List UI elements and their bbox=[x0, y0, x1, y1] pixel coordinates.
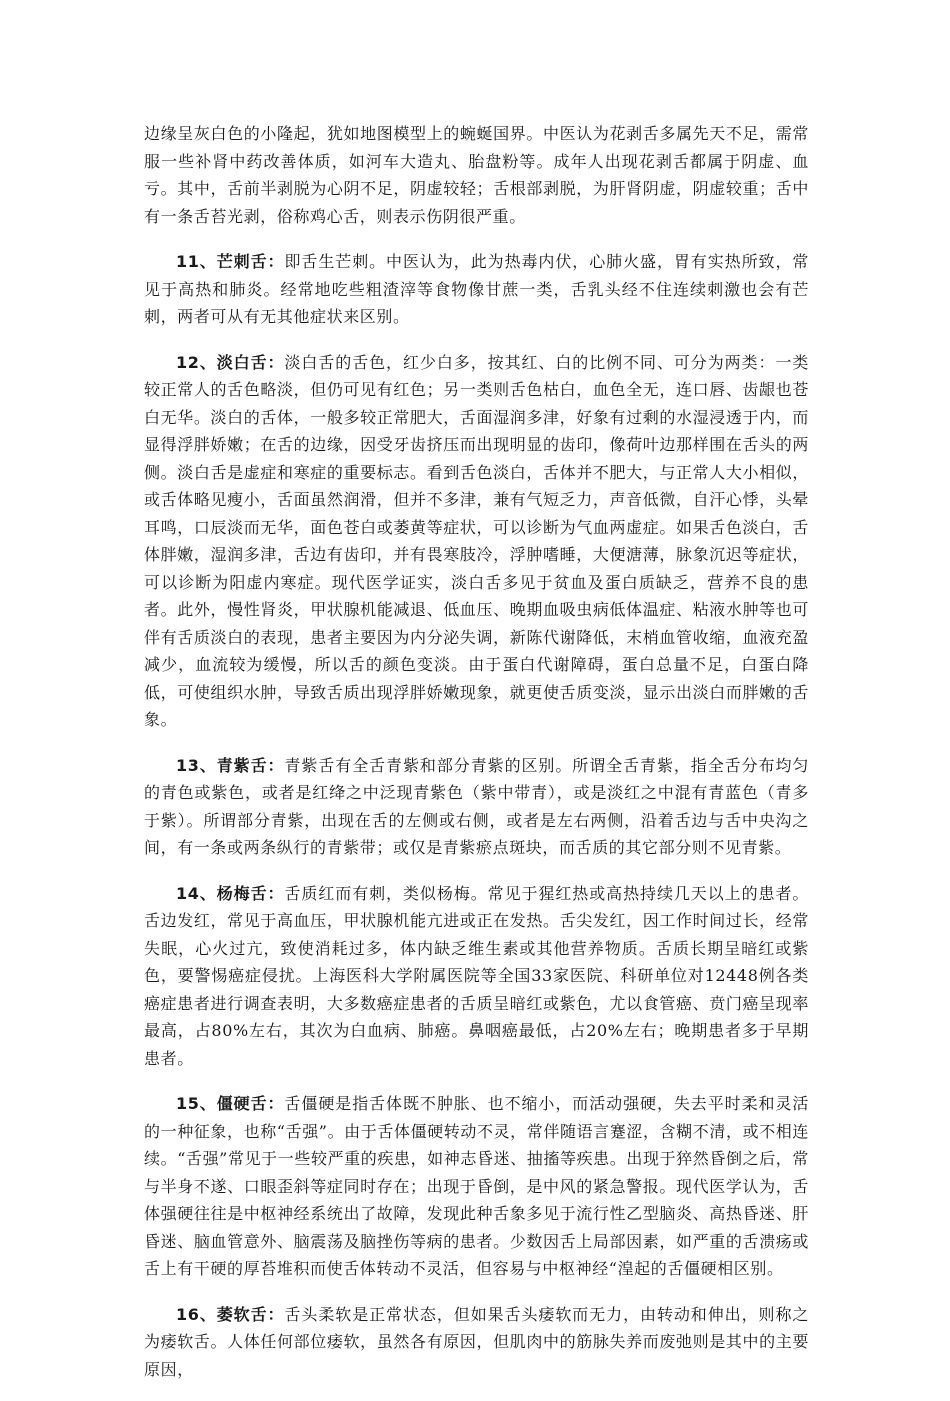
item-number: 13、 bbox=[176, 755, 217, 775]
paragraph-14-bayberry-tongue bbox=[144, 880, 809, 1073]
paragraph-13-bluish-purple-tongue bbox=[144, 752, 809, 862]
paragraph-12-pale-tongue bbox=[144, 349, 809, 734]
item-number: 15、 bbox=[176, 1094, 217, 1113]
paragraph-16-flaccid-tongue bbox=[144, 1301, 809, 1384]
item-number: 12、 bbox=[176, 352, 217, 372]
paragraph-body: 边缘呈灰白色的小隆起，犹如地图模型上的蜿蜒国界。中医认为花剥舌多属先天不足，需常服一些补肾中药改善体质，如河车大造丸、胎盘粉等。成年人出现花剥舌都属于阴虚、血亏。其中，舌前半剥脱为心阴不足，阴虚较轻；舌根部剥脱，为肝肾阴虚，阴虚较重；舌中有一条舌苔光剥，俗称鸡心舌，则表示伤阴很严重。 bbox=[144, 124, 809, 226]
item-heading: 淡白舌： bbox=[216, 352, 285, 372]
paragraph-15-stiff-tongue bbox=[144, 1090, 809, 1283]
paragraph-body: 即舌生芒刺。中医认为，此为热毒内伏，心肺火盛，胃有实热所致，常见于高热和肺炎。经常地吃些粗渣滓等食物像甘蔗一类，舌乳头经不住连续刺激也会有芒刺，两者可从有无其他症状来区别。 bbox=[144, 252, 809, 326]
item-number: 14、 bbox=[176, 883, 217, 903]
paragraph-continuation bbox=[144, 120, 809, 230]
item-heading: 杨梅舌： bbox=[216, 883, 285, 903]
paragraph-body: 青紫舌有全舌青紫和部分青紫的区别。所谓全舌青紫，指全舌分布均匀的青色或紫色，或者是红绛之中泛现青紫色（紫中带青），或是淡红之中混有青蓝色（青多于紫）。所谓部分青紫，出现在舌的左侧或右侧，或者是左右两侧，沿着舌边与舌中央沟之间，有一条或两条纵行的青紫带；或仅是青紫瘀点斑块，而舌质的其它部分则不见青紫。 bbox=[144, 755, 809, 857]
document-page bbox=[144, 120, 809, 1401]
paragraph-body: 舌头柔软是正常状态，但如果舌头痿软而无力，由转动和伸出，则称之为痿软舌。人体任何部位痿软，虽然各有原因，但肌肉中的筋脉失养而废弛则是其中的主要原因， bbox=[144, 1304, 809, 1379]
item-heading: 芒刺舌： bbox=[216, 252, 285, 271]
paragraph-body: 淡白舌的舌色，红少白多，按其红、白的比例不同、可分为两类：一类较正常人的舌色略淡，但仍可见有红色；另一类则舌色枯白，血色全无，连口唇、齿龈也苍白无华。淡白的舌体，一般多较正常肥大，舌面湿润多津，好象有过剩的水湿浸透于内，而显得浮胖娇嫩；在舌的边缘，因受牙齿挤压而出现明显的齿印，像荷叶边那样围在舌头的两侧。淡白舌是虚症和寒症的重要标志。看到舌色淡白，舌体并不肥大，与正常人大小相似，或舌体略见瘦小，舌面虽然润滑，但并不多津，兼有气短乏力，声音低微，自汗心悸，头晕耳鸣，口辰淡而无华，面色苍白或萎黄等症状，可以诊断为气血两虚症。如果舌色淡白，舌体胖嫩，湿润多津，舌边有齿印，并有畏寒肢冷，浮肿嗜睡，大便溏薄，脉象沉迟等症状，可以诊断为阳虚内寒症。现代医学证实，淡白舌多见于贫血及蛋白质缺乏，营养不良的患者。此外，慢性肾炎，甲状腺机能减退、低血压、晚期血吸虫病低体温症、粘液水肿等也可伴有舌质淡白的表现，患者主要因为内分泌失调，新陈代谢降低，末梢血管收缩，血液充盈减少，血流较为缓慢，所以舌的颜色变淡。由于蛋白代谢障碍，蛋白总量不足，白蛋白降低，可使组织水肿，导致舌质出现浮胖娇嫩现象，就更使舌质变淡，显示出淡白而胖嫩的舌象。 bbox=[144, 352, 809, 729]
item-heading: 僵硬舌： bbox=[216, 1094, 285, 1113]
item-number: 16、 bbox=[176, 1304, 217, 1324]
paragraph-11-mangci-tongue bbox=[144, 248, 809, 331]
item-number: 11、 bbox=[176, 252, 217, 271]
paragraph-body: 舌僵硬是指舌体既不肿胀、也不缩小，而活动强硬，失去平时柔和灵活的一种征象，也称“舌强”。由于舌体僵硬转动不灵，常伴随语言蹇涩，含糊不清，或不相连续。“舌强”常见于一些较严重的疾患，如神志昏迷、抽搐等疾患。出现于猝然昏倒之后，常与半身不遂、口眼歪斜等症同时存在；出现于昏倒，是中风的紧急警报。现代医学认为，舌体强硬往往是中枢神经系统出了故障，发现此种舌象多见于流行性乙型脑炎、高热昏迷、肝昏迷、脑血管意外、脑震荡及脑挫伤等病的患者。少数因舌上局部因素，如严重的舌溃疡或舌上有干硬的厚苔堆积而使舌体转动不灵活，但容易与中枢神经“湟起的舌僵硬相区别。 bbox=[144, 1094, 809, 1278]
item-heading: 青紫舌： bbox=[216, 755, 285, 775]
item-heading: 萎软舌： bbox=[216, 1304, 285, 1324]
paragraph-body: 舌质红而有刺，类似杨梅。常见于猩红热或高热持续几天以上的患者。舌边发红，常见于高血压，甲状腺机能亢进或正在发热。舌尖发红，因工作时间过长，经常失眠，心火过亢，致使消耗过多，体内缺乏维生素或其他营养物质。舌质长期呈暗红或紫色，要警惕癌症侵扰。上海医科大学附属医院等全国33家医院、科研单位对12448例各类癌症患者进行调查表明，大多数癌症患者的舌质呈暗红或紫色，尤以食管癌、贲门癌呈现率最高，占80%左右，其次为白血病、肺癌。鼻咽癌最低，占20%左右；晚期患者多于早期患者。 bbox=[144, 883, 809, 1068]
